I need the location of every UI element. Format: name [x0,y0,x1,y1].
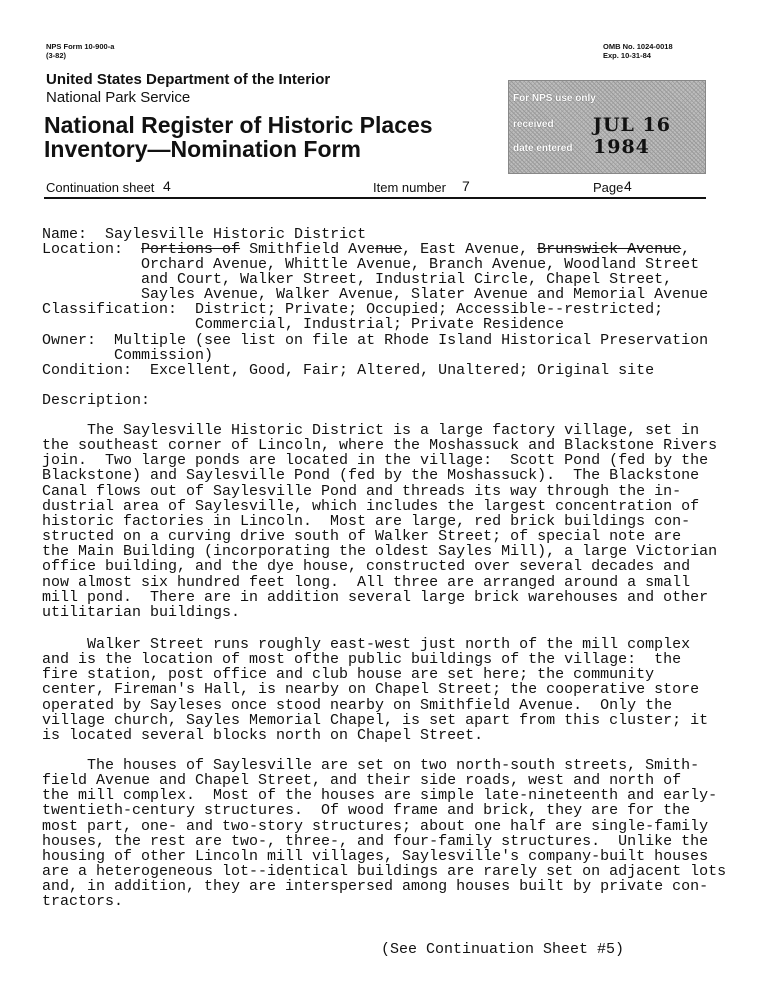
agency-name: National Park Service [46,89,191,106]
condition-label: Condition: [42,362,133,379]
form-number: NPS Form 10-900-a [46,42,115,51]
location-line4: Sayles Avenue, Walker Avenue, Slater Avenue and Memorial Avenue [141,286,709,303]
name-value: Saylesville Historic District [105,226,367,243]
paragraph-line: and, in addition, they are interspersed among houses built by private con- [42,878,709,896]
continuation-sheet-label: Continuation sheet [46,180,155,195]
classification-line1: District; Private; Occupied; Accessible--restricted; [195,301,664,318]
owner-line2: Commission) [114,347,214,364]
paragraph-line: and is the location of most ofthe public buildings of the village: the [42,651,682,669]
nps-use-stamp [508,80,706,174]
header-rule [44,197,706,199]
paragraph-line: operated by Sayleses once stood nearby on Smithfield Avenue. Only the [42,696,673,714]
location-line1-a: Smithfield Ave [240,241,376,258]
page-value: 4 [624,178,632,194]
paragraph-line: center, Fireman's Hall, is nearby on Chapel Street; the cooperative store [42,681,700,699]
received-label: received [513,119,554,130]
paragraph-line: most part, one- and two-story structures; about one half are single-family [42,817,709,835]
location-field [42,242,690,257]
owner-line1: Multiple (see list on file at Rhode Island Historical Preservation [114,332,709,349]
paragraph-line: structed on a curving drive south of Walker Street; of special note are [42,528,682,546]
paragraph-line: twentieth-century structures. Of wood frame and brick, they are for the [42,802,691,820]
location-line1-c: , [681,241,691,258]
paragraph-line: the mill complex. Most of the houses are simple late-nineteenth and early- [42,787,718,805]
paragraph-line: the Main Building (incorporating the oldest Sayles Mill), a large Victorian [42,543,718,561]
classification-label: Classification: [42,301,178,318]
form-date: (3-82) [46,51,67,60]
item-number-label: Item number [373,180,446,195]
paragraph-line: fire station, post office and club house are set here; the community [42,666,655,684]
paragraph-line: now almost six hundred feet long. All three are arranged around a small [42,573,691,591]
description-paragraph-3 [42,758,726,910]
name-label: Name: [42,226,88,243]
paragraph-line: field Avenue and Chapel Street, and their side roads, west and north of [42,772,682,790]
paragraph-line: housing of other Lincoln mill villages, Saylesville's company-built houses [42,847,709,865]
location-label: Location: [42,241,124,258]
paragraph-line: join. Two large ponds are located in the village: Scott Pond (fed by the [42,452,709,470]
continuation-sheet-value: 4 [163,178,171,194]
paragraph-line: mill pond. There are in addition several large brick warehouses and other [42,588,709,606]
paragraph-line: utilitarian buildings. [42,603,241,621]
paragraph-line: The houses of Saylesville are set on two north-south streets, Smith- [42,757,700,774]
omb-number: OMB No. 1024-0018 [603,42,673,51]
paragraph-line: the southeast corner of Lincoln, where the Moshassuck and Blackstone Rivers [42,437,718,455]
paragraph-line: Canal flows out of Saylesville Pond and threads its way through the in- [42,482,682,500]
date-entered-label: date entered [513,143,573,154]
page-label: Page [593,180,624,195]
condition-field [42,363,654,378]
form-title-line2: Inventory—Nomination Form [44,136,361,162]
description-label: Description: [42,392,151,409]
paragraph-line: are a heterogeneous lot--identical buildings are rarely set on adjacent lots [42,863,727,881]
paragraph-line: is located several blocks north on Chapel Street. [42,726,484,744]
paragraph-line: historic factories in Lincoln. Most are large, red brick buildings con- [42,512,691,530]
paragraph-line: Blackstone) and Saylesville Pond (fed by the Moshassuck). The Blackstone [42,467,700,485]
description-paragraph-1 [42,423,717,620]
continuation-note: (See Continuation Sheet #5) [381,941,625,958]
location-struck-text-1: Portions of [141,241,241,258]
for-nps-label: For NPS use only [513,93,596,104]
classification-field [42,302,663,317]
location-line2: Orchard Avenue, Whittle Avenue, Branch Avenue, Woodland Street [141,256,700,273]
condition-value: Excellent, Good, Fair; Altered, Unaltered; Original site [150,362,655,379]
paragraph-line: village church, Sayles Memorial Chapel, is set apart from this cluster; it [42,711,709,729]
paragraph-line: office building, and the dye house, constructed over several decades and [42,558,691,576]
paragraph-line: The Saylesville Historic District is a large factory village, set in [42,422,700,439]
location-line1-b: , East Avenue, [402,241,538,258]
owner-label: Owner: [42,332,97,349]
description-paragraph-2 [42,637,708,743]
received-date: JUL 16 1984 [593,114,671,158]
name-field [42,227,366,242]
location-struck-text-2: nue [375,241,403,258]
paragraph-line: Walker Street runs roughly east-west just north of the mill complex [42,636,691,653]
location-line3: and Court, Walker Street, Industrial Circle, Chapel Street, [141,271,673,288]
paragraph-line: dustrial area of Saylesville, which includes the largest concentration of [42,497,700,515]
paragraph-line: houses, the rest are two-, three-, and four-family structures. Unlike the [42,832,709,850]
paragraph-line: tractors. [42,893,124,911]
classification-line2: Commercial, Industrial; Private Residence [195,316,565,333]
location-struck-text-3: Brunswick Avenue [537,241,682,258]
owner-field [42,333,708,348]
expiration-date: Exp. 10-31-84 [603,51,651,60]
form-title-line1: National Register of Historic Places [44,112,433,138]
item-number-value: 7 [462,178,470,194]
department-name: United States Department of the Interior [46,71,331,88]
